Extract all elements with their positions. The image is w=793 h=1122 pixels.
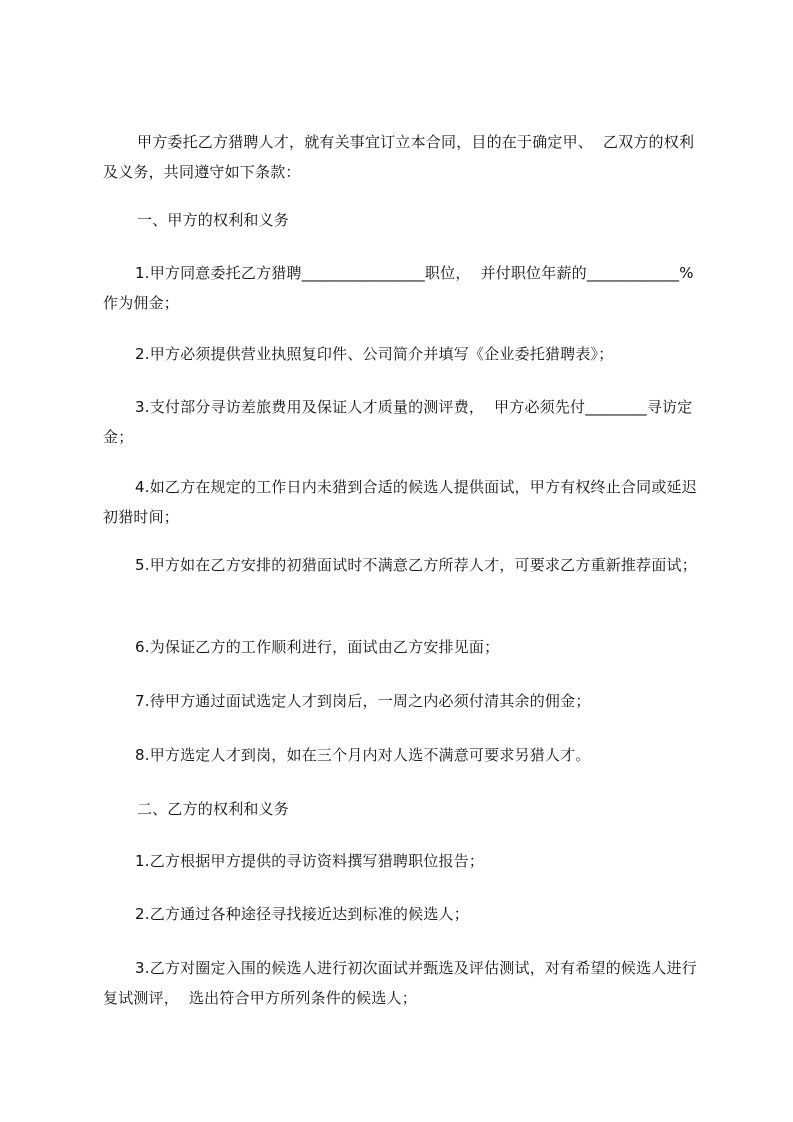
section1-item-3: 3.支付部分寻访差旅费用及保证人才质量的测评费， 甲方必须先付________寻访定金； bbox=[103, 398, 693, 446]
section1-item-8: 8.甲方选定人才到岗，如在三个月内对人选不满意可要求另猎人才。 bbox=[135, 746, 591, 764]
section1-item-1: 1.甲方同意委托乙方猎聘________________职位， 并付职位年薪的____________%作为佣金； bbox=[103, 264, 694, 312]
section1-item-5: 5.甲方如在乙方安排的初猎面试时不满意乙方所荐人才，可要求乙方重新推荐面试； bbox=[135, 556, 697, 574]
section1-item-2: 2.甲方必须提供营业执照复印件、公司简介并填写《企业委托猎聘表》； bbox=[135, 345, 614, 363]
section2-item-2: 2.乙方通过各种途径寻找接近达到标准的候选人； bbox=[135, 905, 469, 923]
section2-item-1: 1.乙方根据甲方提供的寻访资料撰写猎聘职位报告； bbox=[135, 852, 485, 870]
section1-item-4: 4.如乙方在规定的工作日内未猎到合适的候选人提供面试，甲方有权终止合同或延迟初猎时间； bbox=[103, 478, 697, 526]
section1-item-6: 6.为保证乙方的工作顺利进行，面试由乙方安排见面； bbox=[135, 638, 500, 656]
section2-title: 二、乙方的权利和义务 bbox=[137, 800, 290, 818]
section2-item-3: 3.乙方对圈定入围的候选人进行初次面试并甄选及评估测试，对有希望的候选人进行复试测评， 选出符合甲方所列条件的候选人； bbox=[103, 959, 697, 1007]
section1-item-7: 7.待甲方通过面试选定人才到岗后，一周之内必须付清其余的佣金； bbox=[135, 692, 591, 710]
section1-title: 一、甲方的权利和义务 bbox=[137, 211, 290, 229]
intro-paragraph: 甲方委托乙方猎聘人才，就有关事宜订立本合同，目的在于确定甲、 乙双方的权利及义务，共同遵守如下条款： bbox=[103, 133, 695, 181]
